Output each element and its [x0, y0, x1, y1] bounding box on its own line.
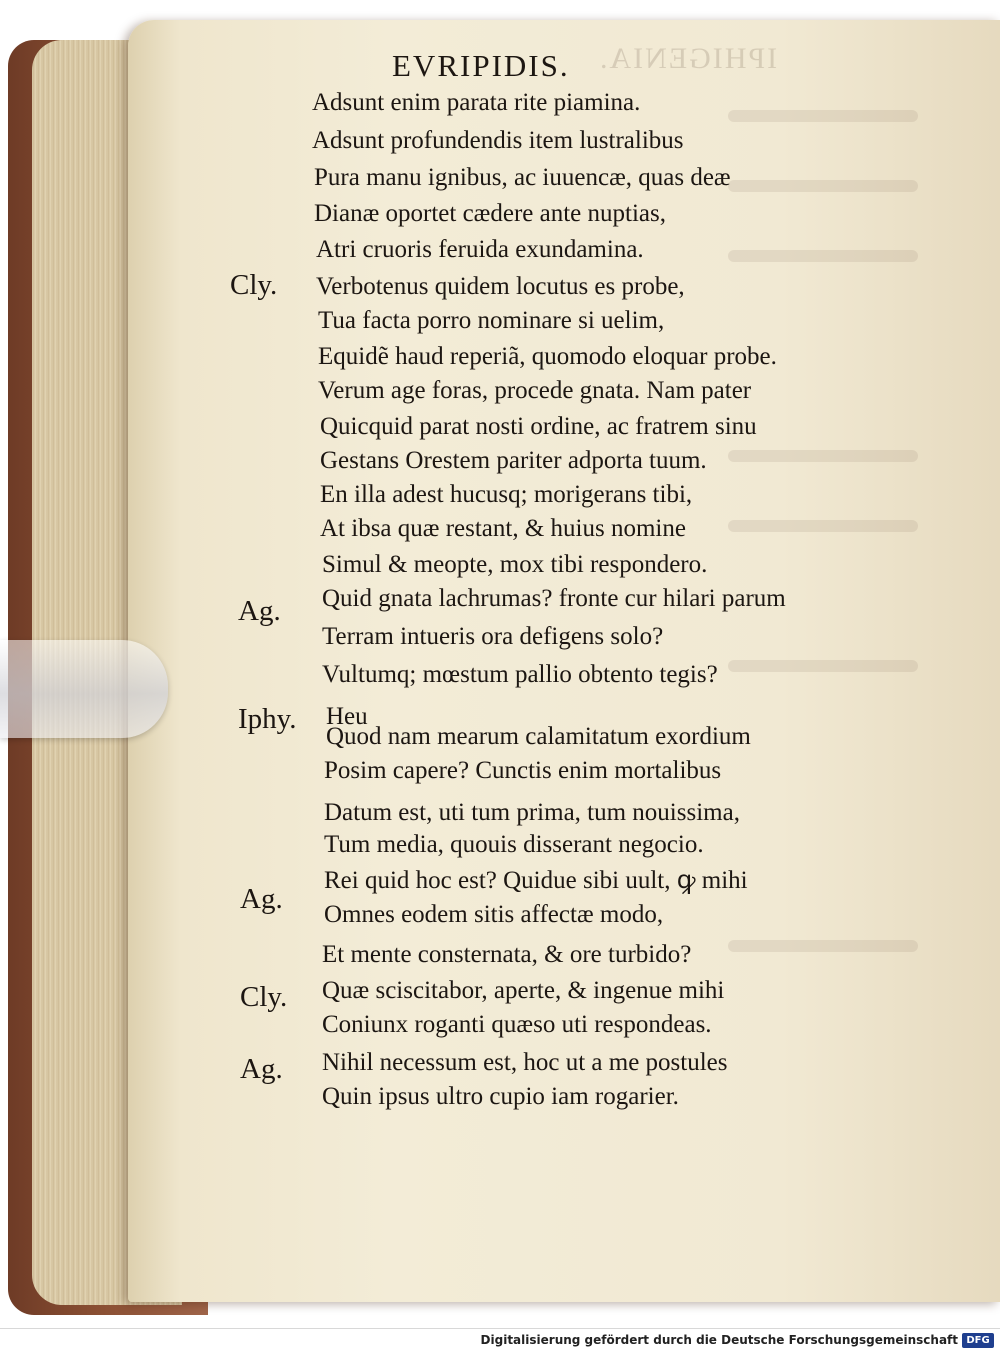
verse-line: Et mente consternata, & ore turbido? [322, 941, 692, 968]
verse-line: Atri cruoris feruida exundamina. [316, 236, 644, 263]
bleed-line [728, 660, 918, 672]
verse-line: Coniunx roganti quæso uti respondeas. [322, 1011, 712, 1038]
verse-line: Dianæ oportet cædere ante nuptias, [314, 200, 666, 227]
speaker-label: Cly. [240, 981, 288, 1013]
verse-line: Equidẽ haud reperiã, quomodo eloquar probe. [318, 343, 777, 370]
verse-line: Simul & meopte, mox tibi respondero. [322, 551, 708, 578]
bleed-line [728, 940, 918, 952]
verse-line: Verum age foras, procede gnata. Nam pater [318, 377, 752, 404]
verse-line: Quicquid parat nosti ordine, ac fratrem sinu [320, 413, 757, 440]
verse-line: Tum media, quouis disserant negocio. [324, 831, 704, 858]
verse-line: At ibsa quæ restant, & huius nomine [320, 515, 686, 542]
bleed-line [728, 450, 918, 462]
bleed-line [728, 520, 918, 532]
speaker-label: Ag. [240, 1053, 283, 1085]
verse-line: Verbotenus quidem locutus es probe, [316, 273, 685, 300]
verse-line: Gestans Orestem pariter adporta tuum. [320, 447, 707, 474]
speaker-label: Ag. [238, 595, 281, 627]
dfg-logo-icon: DFG [962, 1333, 994, 1348]
verse-line: Adsunt profundendis item lustralibus [312, 127, 684, 154]
running-head: EVRIPIDIS. [392, 48, 570, 83]
verse-line: Quod nam mearum calamitatum exordium [326, 723, 751, 750]
verse-line: Rei quid hoc est? Quidue sibi uult, ꝙ mihi [324, 867, 748, 894]
bleed-line [728, 180, 918, 192]
verse-line: Tua facta porro nominare si uelim, [318, 307, 665, 334]
verse-line: Heu [326, 703, 368, 730]
verse-line: Datum est, uti tum prima, tum nouissima, [324, 799, 740, 826]
verse-line: En illa adest hucusq; morigerans tibi, [320, 481, 693, 508]
verse-line: Adsunt enim parata rite piamina. [312, 89, 641, 116]
verse-line: Vultumq; mœstum pallio obtento tegis? [322, 661, 718, 688]
bleed-line [728, 110, 918, 122]
verse-line: Omnes eodem sitis affectæ modo, [324, 901, 664, 928]
bleed-running-head: IPHIGENIA. [598, 42, 778, 75]
funding-credit: Digitalisierung gefördert durch die Deutsche Forschungsgemeinschaft [480, 1333, 958, 1347]
verse-line: Pura manu ignibus, ac iuuencæ, quas deæ [314, 164, 731, 191]
footer-bar [0, 1328, 1000, 1353]
speaker-label: Cly. [230, 269, 278, 301]
verse-line: Terram intueris ora defigens solo? [322, 623, 664, 650]
bleed-line [728, 250, 918, 262]
verse-line: Posim capere? Cunctis enim mortalibus [324, 757, 722, 784]
verse-line: Nihil necessum est, hoc ut a me postules [322, 1049, 728, 1076]
speaker-label: Iphy. [238, 703, 297, 735]
verse-line: Quid gnata lachrumas? fronte cur hilari parum [322, 585, 786, 612]
verse-line: Quæ sciscitabor, aperte, & ingenue mihi [322, 977, 725, 1004]
speaker-label: Ag. [240, 883, 283, 915]
plastic-strip [0, 640, 168, 738]
verse-line: Quin ipsus ultro cupio iam rogarier. [322, 1083, 679, 1110]
